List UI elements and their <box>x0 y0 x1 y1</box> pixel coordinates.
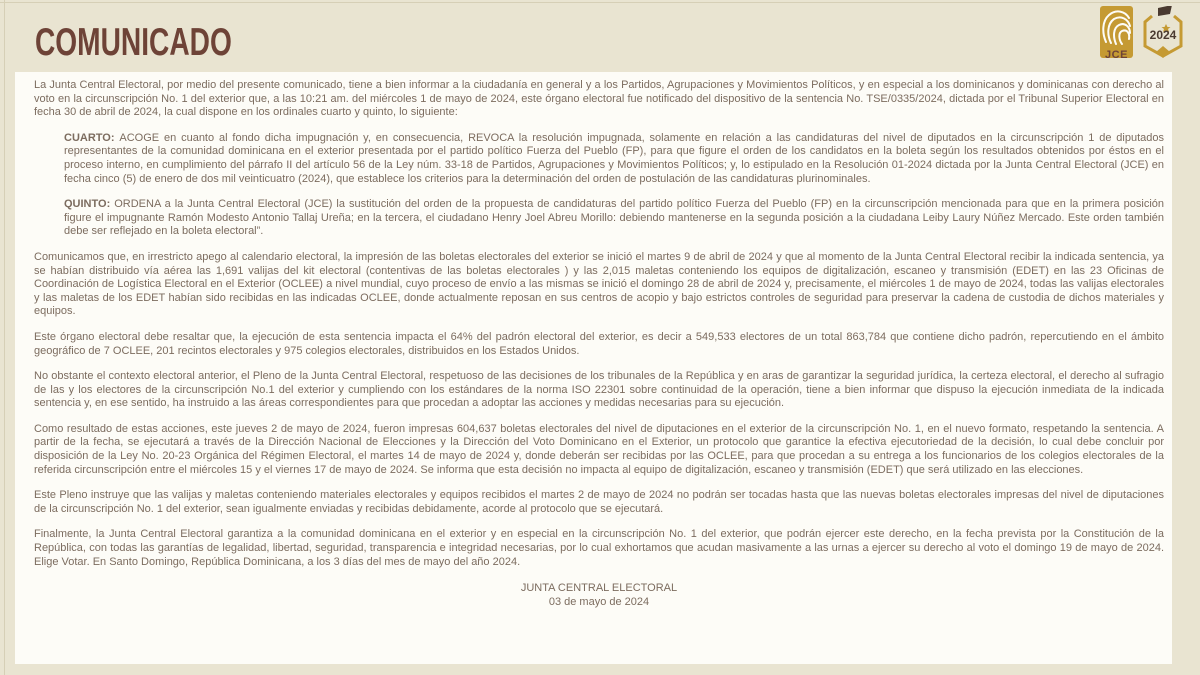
paragraph-text: ACOGE en cuanto al fondo dicha impugnación y, en consecuencia, REVOCA la resolución impugnada, solamente en relación a las candidaturas del nivel de diputados en la circunscripción 1 de diputados representantes de la comunidad dominicana en el exterior presentada por el partido político Fuerza del Pueblo (FP), para que figure el orden de los candidatos en la boleta según los resultados obtenidos por éstos en el proceso interno, en cumplimiento del párrafo II del artículo 56 de la Ley núm. 33-18 de Partidos, Agrupaciones y Movimientos Políticos; y, lo estipulado en la Resolución 01-2024 dictada por la Junta Central Electoral (JCE) en fecha cinco (5) de enero de dos mil veinticuatro (2024), que establece los criterios para la determinación del orden de postulación de las candidaturas plurinominales. <box>64 131 1165 185</box>
document-body <box>34 79 1164 569</box>
election-2024-emblem <box>1142 6 1184 64</box>
paragraph <box>64 132 1164 186</box>
paragraph <box>34 489 1164 516</box>
left-edge-line <box>4 0 5 675</box>
communique-document <box>15 72 1172 664</box>
paragraph <box>34 370 1164 411</box>
signature-date: 03 de mayo de 2024 <box>548 596 650 609</box>
paragraph-text: ORDENA a la Junta Central Electoral (JCE) la sustitución del orden de la propuesta de candidaturas del partido político Fuerza del Pueblo (FP) en la circunscripción mencionada para que en la primera posición figure el impugnante Ramón Modesto Antonio Tallaj Ureña; en la tercera, el ciudadano Henry Joel Abreu Morillo: debiendo mantenerse en la segunda posición a la ciudadana Leiby Laury Núñez Mercado. Este orden también debe ser reflejado en la boleta electoral”. <box>64 198 1164 238</box>
jce-logo-label: JCE <box>1105 49 1128 61</box>
fingerprint-icon <box>1102 9 1131 50</box>
paragraph <box>64 198 1164 239</box>
header-logos <box>1100 6 1184 64</box>
paragraph <box>34 331 1164 358</box>
paragraph-text: Finalmente, la Junta Central Electoral garantiza a la comunidad dominicana en el exterior y en especial en la circunscripción No. 1 del exterior, que podrán ejercer este derecho, en la fecha prevista por la Constitución de la República, con todas las garantías de legalidad, libertad, seguridad, transparencia e integridad necesarias, por lo cual exhortamos que acudan masivamente a las urnas a ejercer su derecho al voto el domingo 19 de mayo de 2024. Elige Votar. En Santo Domingo, República Dominicana, a los 3 días del mes de mayo del año 2024. <box>34 528 1164 568</box>
paragraph-text: La Junta Central Electoral, por medio del presente comunicado, tiene a bien informar a la ciudadanía en general y a los Partidos, Agrupaciones y Movimientos Políticos, y en especial a los dominicanos y dominicanas con derecho al voto en la circunscripción No. 1 del exterior que, a las 10:21 am. del miércoles 1 de mayo de 2024, este órgano electoral fue notificado del dispositivo de la sentencia No. TSE/0335/2024, dictada por el Tribunal Superior Electoral en fecha 30 de abril de 2024, la cual dispone en los ordinales cuarto y quinto, lo siguiente: <box>34 79 1164 119</box>
paragraph <box>34 251 1164 319</box>
paragraph-label: QUINTO: <box>64 198 115 211</box>
paragraph <box>34 423 1164 477</box>
paragraph <box>34 528 1164 569</box>
jce-logo <box>1100 6 1133 61</box>
paragraph-text: Comunicamos que, en irrestricto apego al calendario electoral, la impresión de las boletas electorales del exterior se inició el martes 9 de abril de 2024 y que al momento de la Junta Central Electoral recibir la indicada sentencia, ya se habían distribuido vía aérea las 1,691 valijas del kit electoral (contentivas de las boletas electorales ) y las 2,015 maletas conteniendo los equipos de digitalización, escaneo y transmisión (EDET) en las 23 Oficinas de Coordinación de Logística Electoral en el Exterior (OCLEE) a nivel mundial, cuyo proceso de envío a las mismas se inició el domingo 28 de abril de 2024 y, precisamente, el miércoles 1 de mayo de 2024, todas las valijas electorales y las maletas de los EDET habían sido recibidas en las indicadas OCLEE, donde actualmente reposan en sus centros de acopio y bajo estrictos controles de seguridad para preservar la cadena de custodia de dichos materiales y equipos. <box>34 250 1164 318</box>
paragraph-text: Este Pleno instruye que las valijas y maletas conteniendo materiales electorales y equipos recibidos el martes 2 de mayo de 2024 no podrán ser tocadas hasta que las nuevas boletas electorales impresas del nivel de diputaciones de la circunscripción No. 1 del exterior, sean igualmente enviadas y recibidas debidamente, acorde al protocolo que se ejecutará. <box>34 489 1164 515</box>
signature-org: JUNTA CENTRAL ELECTORAL <box>520 582 678 595</box>
page-title: COMUNICADO <box>35 21 232 65</box>
paragraph-text: Este órgano electoral debe resaltar que, la ejecución de esta sentencia impacta el 64% del padrón electoral del exterior, es decir a 549,533 electores de un total 863,784 que contiene dicho padrón, repercutiendo en el ámbito geográfico de 7 OCLEE, 201 recintos electorales y 975 colegios electorales, distribuidos en los Estados Unidos. <box>34 330 1164 357</box>
signature-block <box>34 581 1164 609</box>
header <box>0 0 1200 68</box>
paragraph-label: CUARTO: <box>64 131 120 144</box>
paragraph <box>34 79 1164 120</box>
paragraph-text: No obstante el contexto electoral anterior, el Pleno de la Junta Central Electoral, respetuoso de las decisiones de los tribunales de la República y en aras de garantizar la seguridad jurídica, la certeza electoral, el derecho al sufragio de las y los electores de la circunscripción No.1 del exterior y cumpliendo con los estándares de la norma ISO 22301 sobre continuidad de la operación, tiene a bien informar que dispuso la ejecución inmediata de la indicada sentencia y, en ese sentido, ha instruido a las áreas correspondientes para que procedan a adoptar las acciones y medidas necesarias para su ejecución. <box>34 370 1164 410</box>
paragraph-text: Como resultado de estas acciones, este jueves 2 de mayo de 2024, fueron impresas 604,637 boletas electorales del nivel de diputaciones en el exterior de la circunscripción No. 1, en el nuevo formato, respetando la sentencia. A partir de la fecha, se ejecutará a través de la Dirección Nacional de Elecciones y la Dirección del Voto Dominicano en el Exterior, un protocolo que garantice la efectiva ejecutoriedad de la decisión, lo cual debe concluir por disposición de la Ley No. 20-23 Orgánica del Régimen Electoral, el martes 14 de mayo de 2024 y, donde deberán ser recibidas por las OCLEE, para que procedan a su entrega a los funcionarios de los colegios electorales de la referida circunscripción entre el miércoles 15 y el viernes 17 de mayo de 2024. Se informa que esta decisión no impacta al equipo de digitalización, escaneo y transmisión (EDET) que será utilizado en las elecciones. <box>34 422 1164 476</box>
year-emblem-label: 2024 <box>1149 28 1177 42</box>
